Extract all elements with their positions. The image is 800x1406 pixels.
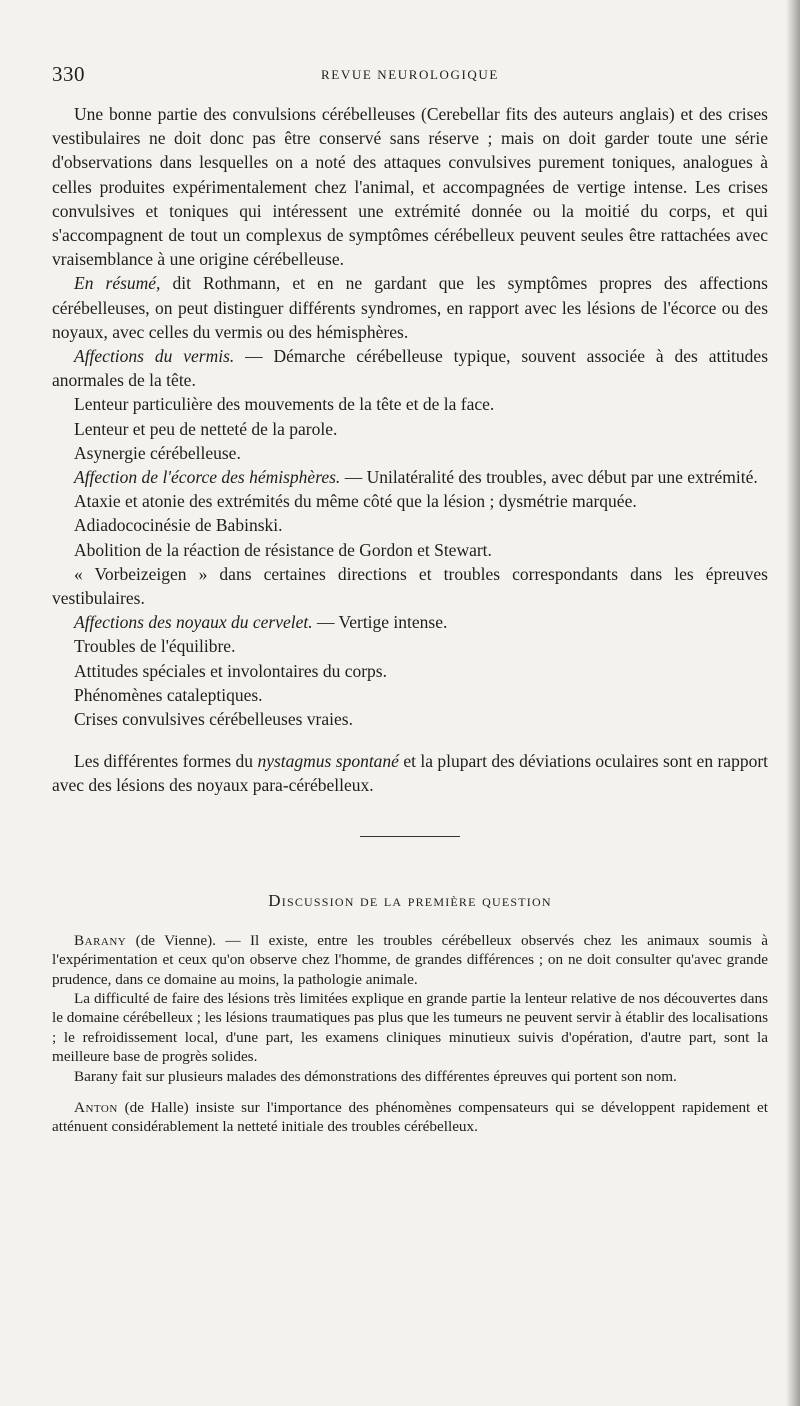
symptom-line: Asynergie cérébelleuse. [74, 442, 241, 463]
symptom-line: Adiadococinésie de Babinski. [74, 515, 283, 536]
symptom-line: Ataxie et atonie des extrémités du même côté que la lésion ; dysmétrie marquée. [74, 491, 637, 512]
paragraph-affections-noyaux [52, 610, 768, 634]
paragraph-nystagmus [52, 749, 768, 797]
page-edge-shadow [786, 0, 800, 1406]
author-barany: Barany [74, 931, 127, 949]
page-number: 330 [52, 62, 85, 86]
discussion-text [52, 931, 768, 1137]
text-rothmann: dit Rothmann, et en ne gardant que les symptômes propres des affections cérébelleuses, on peut distinguer différents syndromes, en rapport avec les lésions de l'écorce ou des noyaux, avec celles du vermis ou des hémisphères. [52, 273, 768, 342]
subheading-affections-vermis: Affections du vermis. [74, 346, 235, 367]
symptom-line: Lenteur particulière des mouvements de la tête et de la face. [74, 394, 495, 415]
paragraph-affections-vermis [52, 344, 768, 392]
main-text [52, 102, 768, 798]
text-barany: (de Vienne). — Il existe, entre les troubles cérébelleux observés chez les animaux soumis à l'expérimentation et ceux qu'on observe chez l'homme, de grandes différences ; on ne doit consulter qu'avec grande prudence, dans ce domaine au moins, la pathologie animale. [52, 931, 768, 988]
paragraph-anton [52, 1098, 768, 1137]
paragraph-demonstrations: Barany fait sur plusieurs malades des démonstrations des différentes épreuves qui portent son nom. [74, 1067, 677, 1085]
running-head: REVUE NEUROLOGIQUE [321, 67, 499, 82]
paragraph-en-resume [52, 271, 768, 344]
italic-nystagmus: nystagmus spontané [257, 751, 399, 772]
symptom-line: Attitudes spéciales et involontaires du corps. [74, 660, 387, 681]
text-nystagmus-a: Les différentes formes du [74, 751, 258, 772]
text-noyaux: — Vertige intense. [312, 612, 448, 633]
section-heading: Discussion de la première question [268, 890, 552, 910]
book-page [52, 62, 768, 1137]
section-divider [360, 836, 460, 837]
paragraph-difficulte: La difficulté de faire des lésions très limitées explique en grande partie la lenteur relative de nos découvertes dans le domaine cérébelleux ; les lésions traumatiques pas plus que les tumeurs ne peuvent servir à établir des localisations ; le refroidissement local, d'une part, les examens cliniques minutieux suivis d'opération, d'autre part, sont la meilleure base de progrès solides. [52, 989, 768, 1066]
symptom-line: Crises convulsives cérébelleuses vraies. [74, 709, 353, 730]
paragraph-cerebellar-fits: Une bonne partie des convulsions cérébelleuses (Cerebellar fits des auteurs anglais) et des crises vestibulaires ne doit donc pas être conservé sans réserve ; mais on doit garder toute une série d'observations dans lesquelles on a noté des attaques convulsives purement toniques, analogues à celles produites expérimentalement chez l'animal, et accompagnées de vertige intense. Les crises convulsives et toniques qui intéressent une extrémité donnée ou la moitié du corps, et qui s'accompagnent de tout un complexus de symptômes cérébelleux peuvent seules être rattachées avec vraisemblance à une origine cérébelleuse. [52, 104, 768, 270]
subheading-affections-noyaux: Affections des noyaux du cervelet. [74, 612, 313, 633]
italic-en-resume: En résumé, [74, 273, 161, 294]
page-header [52, 62, 768, 88]
text-vermis: — Démarche cérébelleuse typique, souvent associée à des attitudes anormales de la tête. [52, 346, 768, 391]
text-anton: (de Halle) insiste sur l'importance des phénomènes compensateurs qui se développent rapidement et atténuent considérablement la netteté initiale des troubles cérébelleux. [52, 1098, 768, 1136]
symptom-line: « Vorbeizeigen » dans certaines directions et troubles correspondants dans les épreuves vestibulaires. [52, 563, 768, 609]
subheading-affection-ecorce: Affection de l'écorce des hémisphères. [74, 467, 341, 488]
symptom-line: Lenteur et peu de netteté de la parole. [74, 418, 338, 439]
text-ecorce: — Unilatéralité des troubles, avec début par une extrémité. [340, 467, 758, 488]
paragraph-barany [52, 931, 768, 989]
symptom-line: Phénomènes cataleptiques. [74, 684, 263, 705]
author-anton: Anton [74, 1098, 118, 1116]
paragraph-affection-ecorce [52, 465, 768, 489]
text-nystagmus-b: et la plupart des déviations oculaires sont en rapport avec des lésions des noyaux para-cérébelleux. [52, 751, 769, 796]
symptom-line: Troubles de l'équilibre. [74, 636, 236, 657]
symptom-line: Abolition de la réaction de résistance de Gordon et Stewart. [74, 539, 492, 560]
